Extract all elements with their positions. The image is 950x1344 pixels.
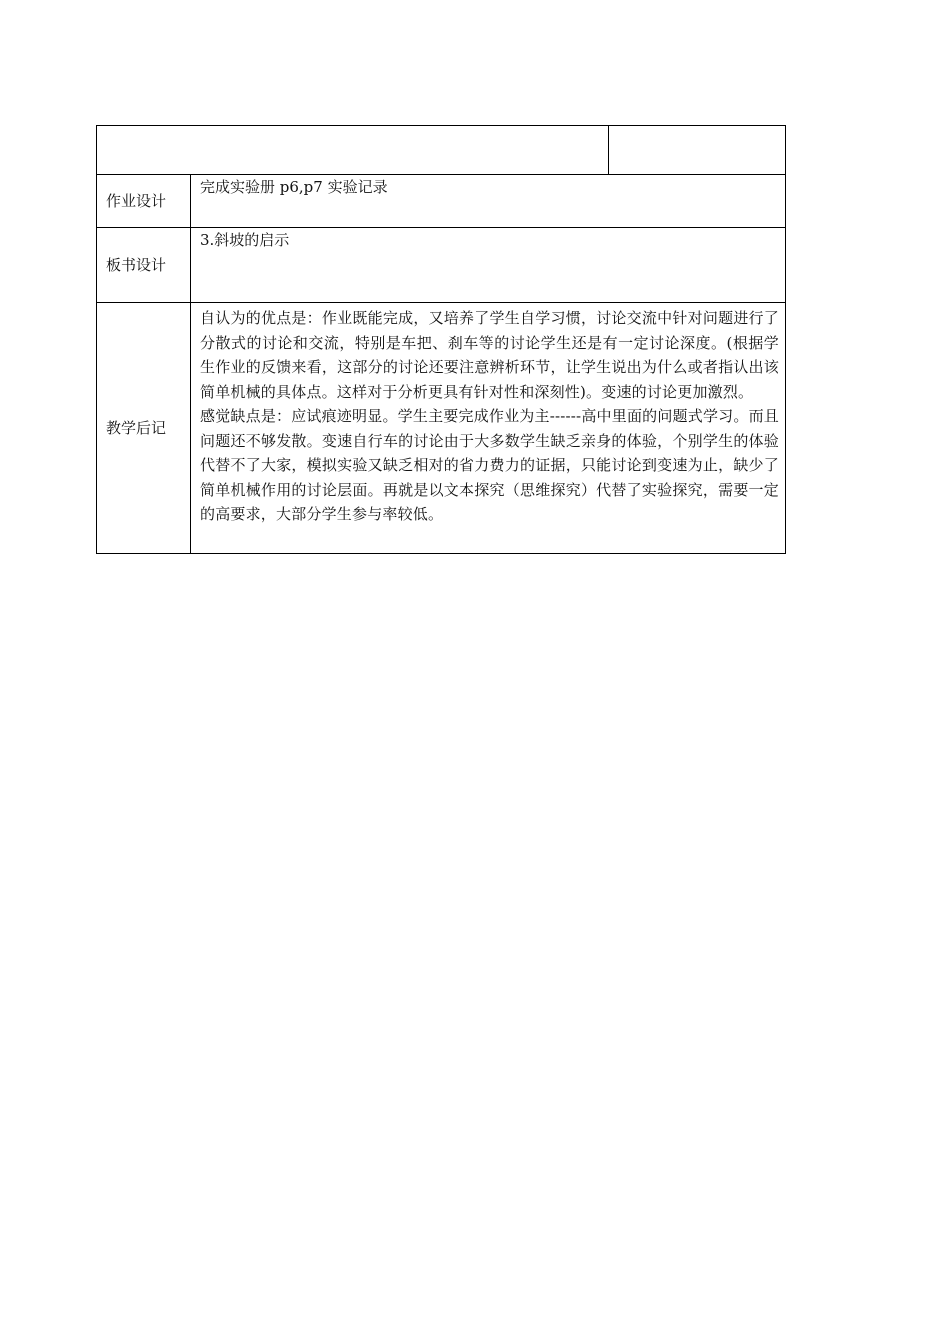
reflection-weaknesses: 感觉缺点是：应试痕迹明显。学生主要完成作业为主------高中里面的问题式学习。而且问题还不够发散。变速自行车的讨论由于大多数学生缺乏亲身的体验，个别学生的体验代替不了大家，模拟实验又缺乏相对的省力费力的证据，只能讨论到变速为止，缺少了简单机械作用的讨论层面。再就是以文本探究（思维探究）代替了实验探究，需要一定的高要求，大部分学生参与率较低。 bbox=[200, 407, 779, 523]
board-label: 板书设计 bbox=[97, 228, 191, 303]
homework-content: 完成实验册 p6,p7 实验记录 bbox=[191, 175, 786, 228]
table-row-reflection bbox=[97, 303, 786, 554]
table-row-top-blank bbox=[97, 126, 786, 175]
blank-cell-left bbox=[97, 126, 609, 175]
board-content: 3.斜坡的启示 bbox=[191, 228, 786, 303]
table-row-homework bbox=[97, 175, 786, 228]
reflection-content bbox=[191, 303, 786, 554]
reflection-label: 教学后记 bbox=[97, 303, 191, 554]
reflection-strengths: 自认为的优点是：作业既能完成，又培养了学生自学习惯，讨论交流中针对问题进行了分散式的讨论和交流，特别是车把、刹车等的讨论学生还是有一定讨论深度。(根据学生作业的反馈来看，这部分的讨论还要注意辨析环节，让学生说出为什么或者指认出该简单机械的具体点。这样对于分析更具有针对性和深刻性)。变速的讨论更加激烈。 bbox=[200, 309, 779, 401]
homework-label: 作业设计 bbox=[97, 175, 191, 228]
lesson-plan-table bbox=[96, 125, 786, 554]
table-row-board bbox=[97, 228, 786, 303]
blank-cell-right bbox=[609, 126, 786, 175]
